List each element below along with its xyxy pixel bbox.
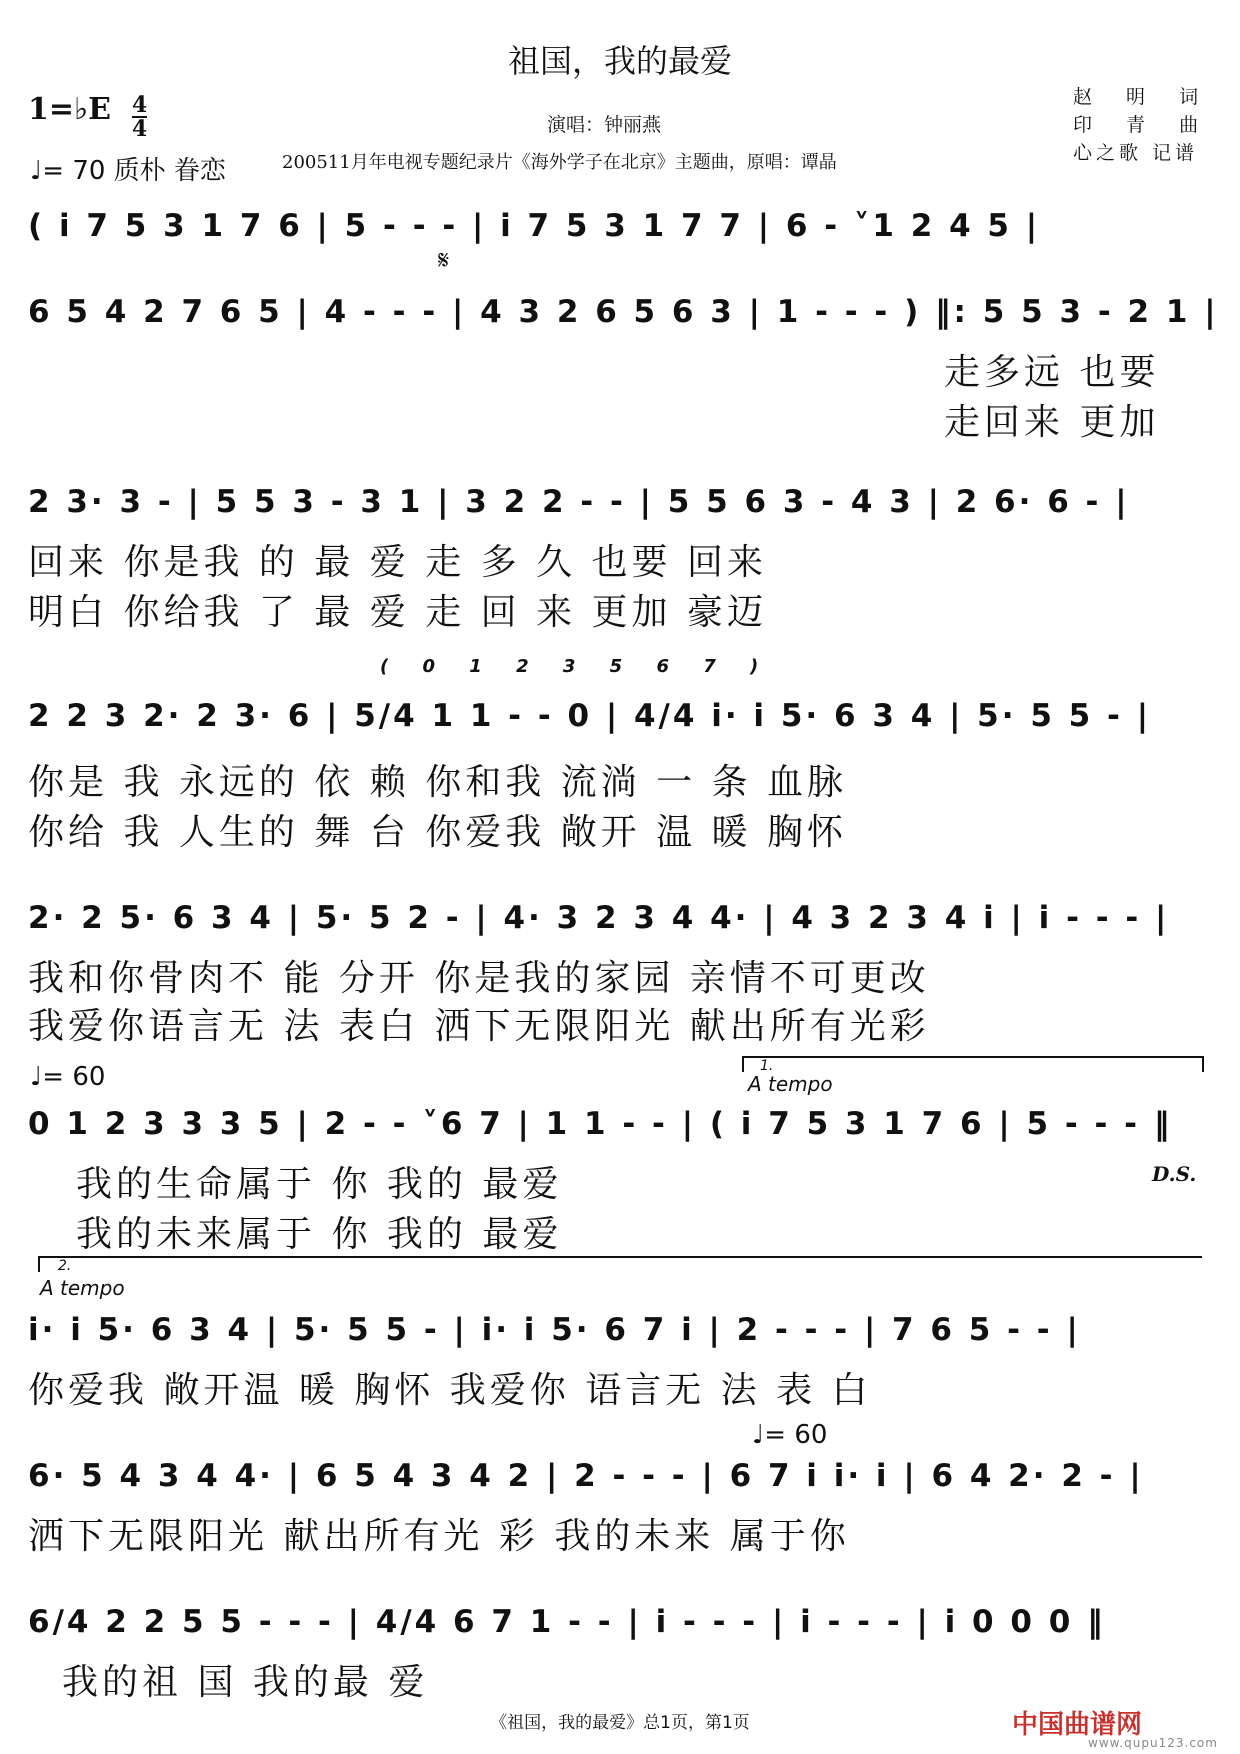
volta-bracket-1 — [742, 1056, 1204, 1072]
volta-1-label: 1. — [760, 1058, 774, 1074]
segno-icon: 𝄋 — [438, 246, 450, 276]
lyric-row-3-verse-1: 回来 你是我 的 最 爱 走 多 久 也要 回来 — [28, 542, 767, 583]
time-signature-bottom: 4 — [132, 116, 148, 142]
tempo-marking: ♩= 70 质朴 眷恋 — [30, 156, 226, 186]
lyric-row-2-verse-2: 走回来 更加 — [944, 402, 1160, 443]
lyric-row-6-verse-2: 我的未来属于 你 我的 最爱 — [76, 1214, 563, 1255]
a-tempo-2: A tempo — [40, 1276, 125, 1300]
score-row-6: 0 1 2 3 3 3 5 | 2 - - ˅6 7 | 1 1 - - | ( i 7 5 3 1 7 6 | 5 - - - ‖ — [28, 1106, 1173, 1142]
time-signature-top: 4 — [132, 92, 148, 118]
credit-lyricist: 赵 明 词 — [1073, 86, 1213, 108]
lyric-row-3-verse-2: 明白 你给我 了 最 爱 走 回 来 更加 豪迈 — [28, 592, 767, 633]
credit-composer: 印 青 曲 — [1073, 114, 1213, 136]
lyric-row-6-verse-1: 我的生命属于 你 我的 最爱 — [76, 1164, 563, 1205]
a-tempo-1: A tempo — [748, 1072, 833, 1096]
watermark-url: www.qupu123.com — [1088, 1736, 1218, 1750]
singer: 演唱：钟丽燕 — [547, 114, 662, 136]
lyric-row-2-verse-1: 走多远 也要 — [944, 352, 1160, 393]
tempo-change: ♩= 60 — [30, 1062, 106, 1092]
lyric-row-9: 我的祖 国 我的最 爱 — [62, 1662, 429, 1703]
lyric-row-7: 你爱我 敞开温 暖 胸怀 我爱你 语言无 法 表 白 — [28, 1370, 872, 1411]
score-row-9: 6/4 2 2 5 5 - - - | 4/4 6 7 1 - - | i - - - | i - - - | i 0 0 0 ‖ — [28, 1604, 1106, 1640]
lyric-row-5-verse-2: 我爱你语言无 法 表白 洒下无限阳光 献出所有光彩 — [28, 1006, 930, 1047]
page-footer: 《祖国，我的最爱》总1页，第1页 — [490, 1713, 750, 1733]
time-signature — [132, 94, 147, 140]
volta-bracket-2 — [38, 1256, 1202, 1272]
key-signature: 1=♭E — [28, 92, 112, 127]
lyric-row-5-verse-1: 我和你骨肉不 能 分开 你是我的家园 亲情不可更改 — [28, 958, 930, 999]
ossia-notes: ( 0 1 2 3 5 6 7 ) — [380, 656, 773, 677]
score-row-1: ( i 7 5 3 1 7 6 | 5 - - - | i 7 5 3 1 7 7 | 6 - ˅1 2 4 5 | — [28, 208, 1041, 244]
score-row-7: i· i 5· 6 3 4 | 5· 5 5 - | i· i 5· 6 7 i | 2 - - - | 7 6 5 - - | — [28, 1312, 1081, 1348]
subtitle: 200511月年电视专题纪录片《海外学子在北京》主题曲，原唱：谭晶 — [282, 152, 837, 173]
lyric-row-8: 洒下无限阳光 献出所有光 彩 我的未来 属于你 — [28, 1516, 850, 1557]
score-row-4: 2 2 3 2· 2 3· 6 | 5/4 1 1 - - 0 | 4/4 i· i 5· 6 3 4 | 5· 5 5 - | — [28, 698, 1152, 734]
score-row-2: 6 5 4 2 7 6 5 | 4 - - - | 4 3 2 6 5 6 3 | 1 - - - ) ‖: 5 5 3 - 2 1 | — [28, 294, 1219, 330]
score-row-5: 2· 2 5· 6 3 4 | 5· 5 2 - | 4· 3 2 3 4 4· | 4 3 2 3 4 i | i - - - | — [28, 900, 1170, 936]
score-row-3: 2 3· 3 - | 5 5 3 - 3 1 | 3 2 2 - - | 5 5 6 3 - 4 3 | 2 6· 6 - | — [28, 484, 1130, 520]
watermark-brand: 中国曲谱网 — [1012, 1710, 1143, 1740]
score-row-8: 6· 5 4 3 4 4· | 6 5 4 3 4 2 | 2 - - - | 6 7 i i· i | 6 4 2· 2 - | — [28, 1458, 1144, 1494]
lyric-row-4-verse-1: 你是 我 永远的 依 赖 你和我 流淌 一 条 血脉 — [28, 762, 847, 803]
dal-segno: D.S. — [1152, 1162, 1197, 1186]
page-title: 祖国，我的最爱 — [507, 42, 732, 80]
volta-2-label: 2. — [58, 1258, 72, 1274]
credit-transcriber: 心之歌 记谱 — [1073, 142, 1199, 164]
lyric-row-4-verse-2: 你给 我 人生的 舞 台 你爱我 敞开 温 暖 胸怀 — [28, 812, 847, 853]
tempo-change-2: ♩= 60 — [752, 1420, 828, 1450]
